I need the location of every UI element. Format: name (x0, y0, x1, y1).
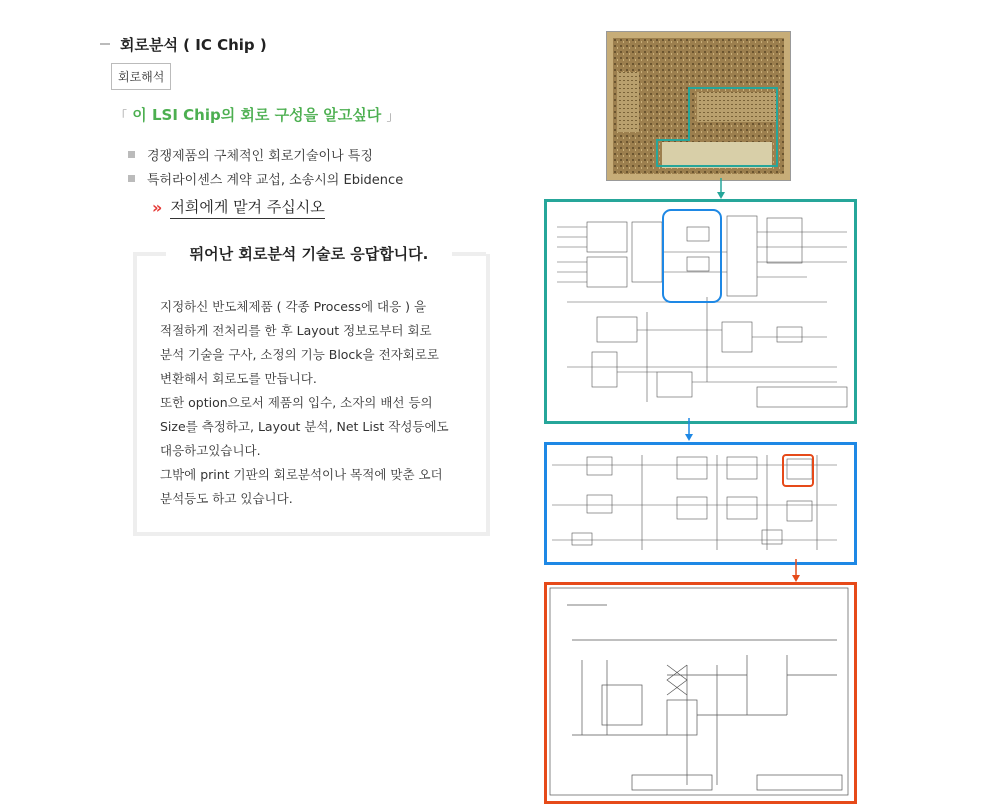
close-bracket: 」 (386, 109, 399, 123)
info-line: 또한 option으로서 제품의 입수, 소자의 배선 등의 (160, 395, 433, 410)
contact-link[interactable] (152, 196, 325, 219)
list-item (128, 166, 403, 190)
page-title: 회로분석 ( IC Chip ) (120, 36, 267, 54)
info-line: 지정하신 반도체제품 ( 각종 Process에 대응 ) 을 (160, 299, 427, 314)
schematic-block-graphic (547, 445, 854, 562)
bullet-text: 특허라이센스 계약 교섭, 소송시의 Ebidence (147, 172, 404, 188)
schematic-overview-graphic (547, 202, 854, 421)
info-line: 대응하고있습니다. (160, 443, 261, 458)
info-line: 변환해서 회로도를 만듭니다. (160, 371, 317, 386)
list-item (128, 142, 403, 166)
arrow-down-icon (683, 418, 695, 442)
bullet-list (128, 142, 403, 190)
bullet-text: 경쟁제품의 구체적인 회로기술이나 특징 (147, 148, 373, 164)
info-line: Size를 측정하고, Layout 분석, Net List 작성등에도 (160, 419, 449, 434)
schematic-overview (544, 199, 857, 424)
double-chevron-icon: » (152, 198, 159, 217)
contact-link-label[interactable]: 저희에게 맡겨 주십시오 (170, 196, 324, 219)
open-bracket: 「 (115, 109, 128, 123)
schematic-block (544, 442, 857, 565)
chip-die-graphic (607, 32, 790, 180)
info-box-body (160, 295, 470, 511)
schematic-detail (544, 582, 857, 804)
info-line: 분석 기술을 구사, 소정의 기능 Block을 전자회로로 (160, 347, 439, 362)
info-box-border (133, 252, 166, 256)
info-box-title: 뛰어난 회로분석 기술로 응답합니다. (189, 245, 429, 263)
title-dash-icon (100, 43, 110, 45)
schematic-detail-graphic (547, 585, 854, 801)
arrow-down-icon (790, 559, 802, 583)
category-tag[interactable]: 회로해석 (111, 63, 171, 90)
info-box-border (452, 252, 486, 256)
bullet-square-icon (128, 151, 135, 158)
bullet-square-icon (128, 175, 135, 182)
info-line: 적절하게 전처리를 한 후 Layout 정보로부터 회로 (160, 323, 432, 338)
info-line: 분석등도 하고 있습니다. (160, 491, 293, 506)
info-line: 그밖에 print 기판의 회로분석이나 목적에 맞춘 오더 (160, 467, 443, 482)
headline-text: 이 LSI Chip의 회로 구성을 알고싶다 (132, 106, 382, 124)
arrow-down-icon (715, 178, 727, 200)
headline (115, 104, 399, 125)
chip-die-image (606, 31, 791, 181)
